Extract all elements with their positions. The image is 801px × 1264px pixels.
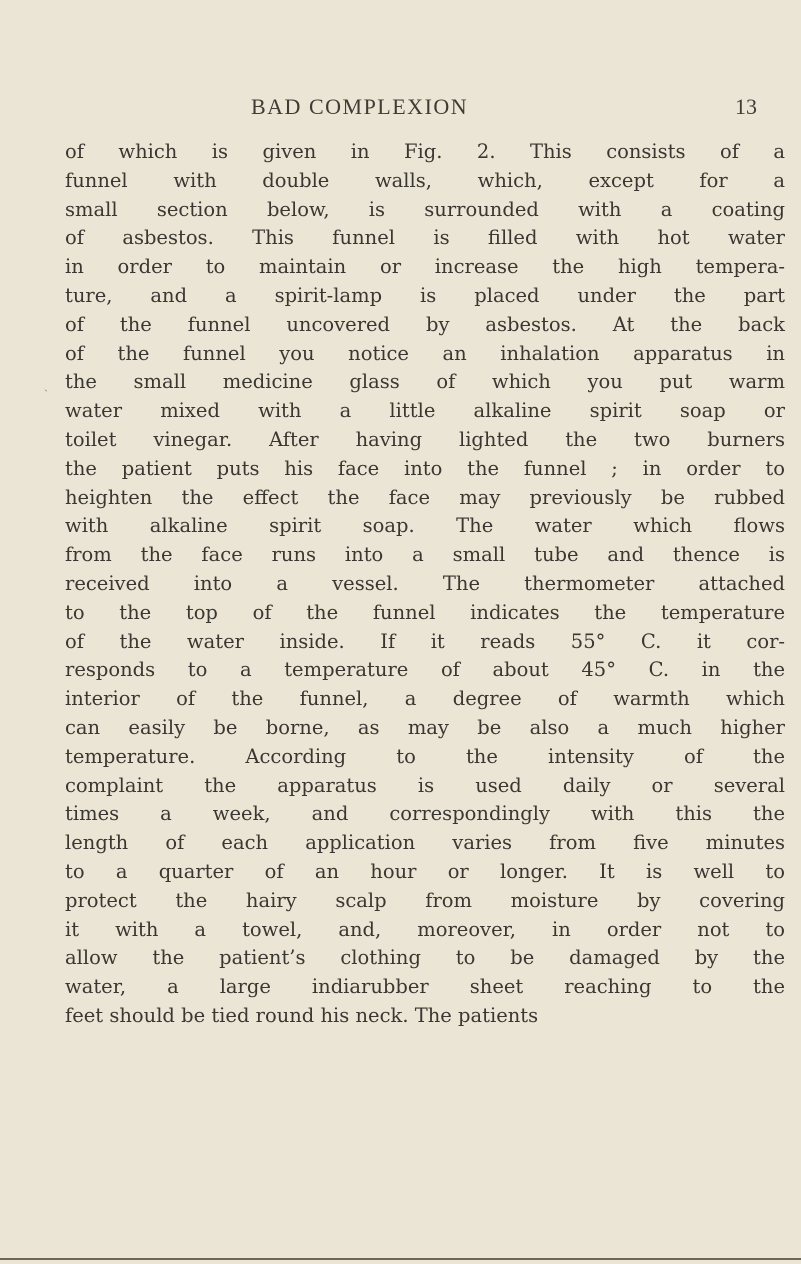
text-line: of which is given in Fig. 2. This consists of a (65, 140, 785, 163)
text-line: times a week, and correspondingly with this the (65, 802, 785, 826)
text-line: received into a vessel. The thermometer attached (65, 571, 785, 595)
text-line: of asbestos. This funnel is filled with hot water (65, 226, 785, 250)
text-line: to the top of the funnel indicates the temperature (65, 600, 785, 624)
text-line: water, a large indiarubber sheet reaching to the (65, 975, 785, 999)
body-text (65, 138, 785, 1031)
text-line: of the funnel uncovered by asbestos. At the back (65, 312, 785, 336)
text-line: allow the patient’s clothing to be damaged by the (65, 946, 785, 970)
text-line: the small medicine glass of which you put warm (65, 370, 785, 394)
text-line: heighten the effect the face may previously be rubbed (65, 485, 785, 509)
page-edge-shadow (0, 1258, 801, 1260)
running-head: BAD COMPLEXION (251, 94, 469, 119)
margin-mark: ˏ (44, 378, 48, 392)
text-line: to a quarter of an hour or longer. It is well to (65, 859, 785, 883)
text-line: from the face runs into a small tube and thence is (65, 543, 785, 567)
text-line: responds to a temperature of about 45° C. in the (65, 658, 785, 682)
text-line: interior of the funnel, a degree of warmth which (65, 687, 785, 711)
text-line: complaint the apparatus is used daily or several (65, 773, 785, 797)
text-line: it with a towel, and, moreover, in order not to (65, 917, 785, 941)
page-number: 13 (735, 94, 757, 119)
text-line: in order to maintain or increase the high tempera- (65, 255, 785, 279)
text-line: can easily be borne, as may be also a much higher (65, 715, 785, 739)
text-line: of the funnel you notice an inhalation apparatus in (65, 341, 785, 365)
text-line: with alkaline spirit soap. The water which flows (65, 514, 785, 538)
text-line: length of each application varies from five minutes (65, 831, 785, 855)
text-line: water mixed with a little alkaline spirit soap or (65, 399, 785, 423)
text-line: ture, and a spirit-lamp is placed under the part (65, 283, 785, 307)
text-line: funnel with double walls, which, except for a (65, 168, 785, 192)
text-line: temperature. According to the intensity of the (65, 744, 785, 768)
text-line: protect the hairy scalp from moisture by covering (65, 888, 785, 912)
text-line: toilet vinegar. After having lighted the two burners (65, 427, 785, 451)
page-header (0, 94, 801, 124)
text-line: of the water inside. If it reads 55° C. it cor- (65, 629, 785, 653)
text-line: small section below, is surrounded with a coating (65, 197, 785, 221)
text-line: feet should be tied round his neck. The patients (65, 1003, 539, 1027)
text-line: the patient puts his face into the funnel ; in order to (65, 456, 785, 480)
